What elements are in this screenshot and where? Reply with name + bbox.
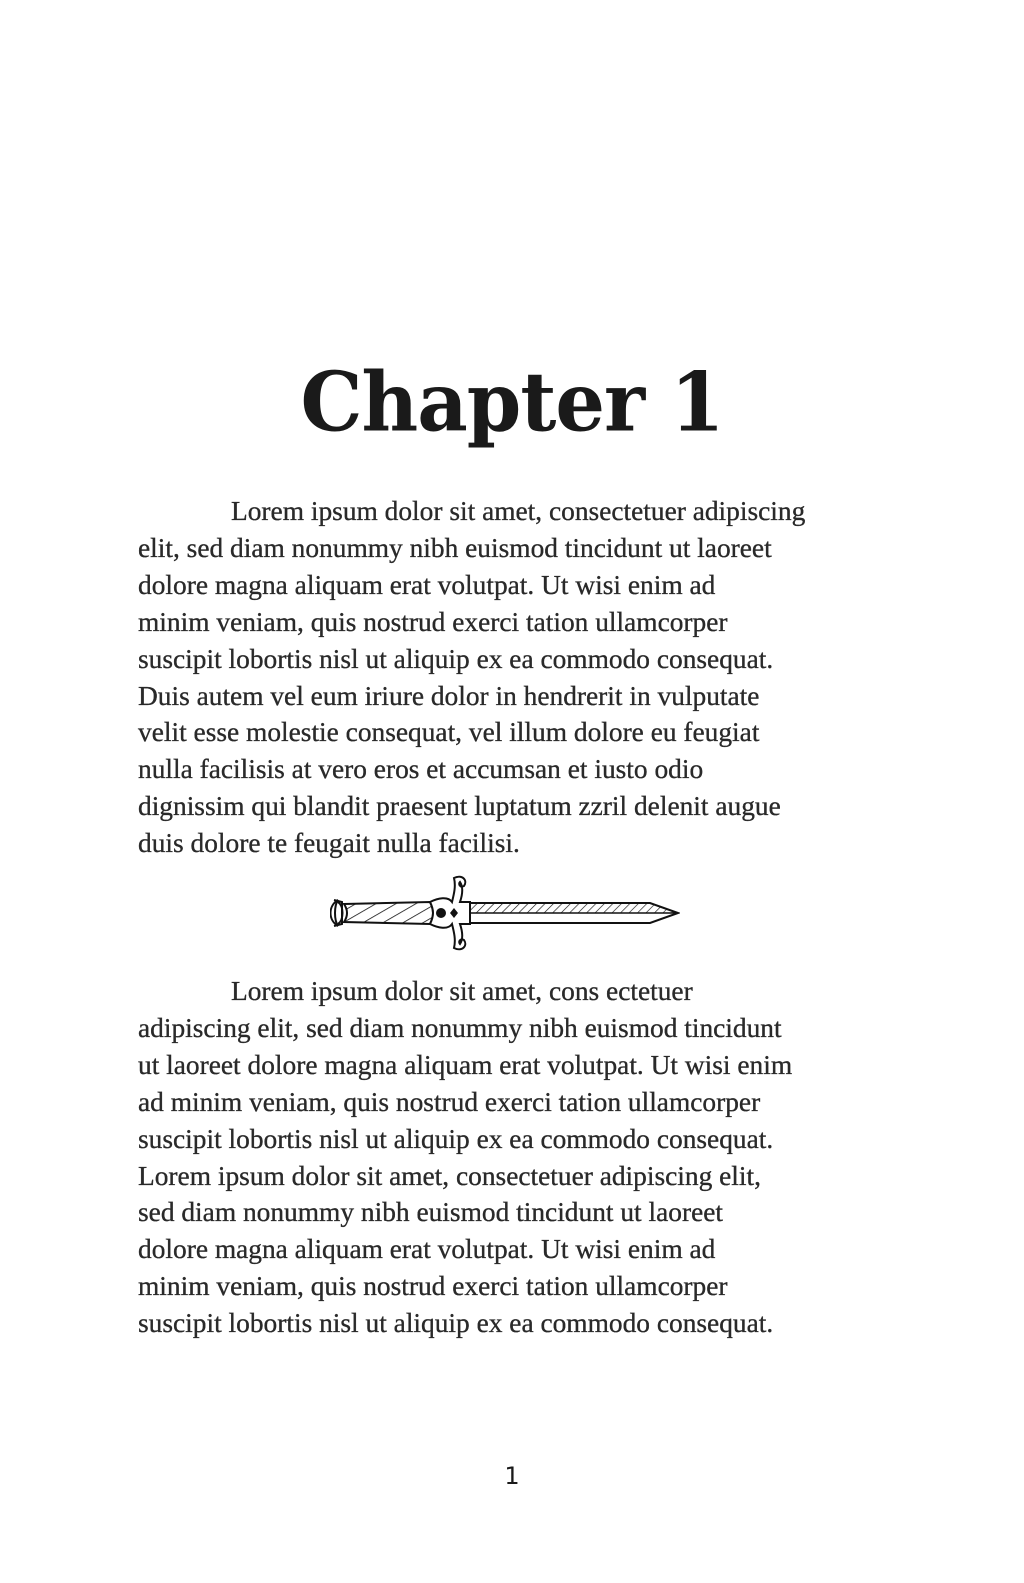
text-line: sed diam nonummy nibh euismod tincidunt ut laoreet [138, 1197, 724, 1228]
text-line: dignissim qui blandit praesent luptatum zzril delenit augue [138, 791, 781, 822]
text-line: velit esse molestie consequat, vel illum dolore eu feugiat [138, 717, 760, 748]
paragraph-2 [138, 973, 908, 1342]
text-line: suscipit lobortis nisl ut aliquip ex ea commodo consequat. [138, 1308, 774, 1339]
text-line: Lorem ipsum dolor sit amet, cons ectetuer [231, 976, 693, 1006]
text-line: ad minim veniam, quis nostrud exerci tation ullamcorper [138, 1086, 761, 1117]
text-line: Duis autem vel eum iriure dolor in hendrerit in vulputate [138, 680, 760, 711]
text-line: dolore magna aliquam erat volutpat. Ut wisi enim ad [138, 1234, 716, 1265]
page-number: 1 [504, 1462, 520, 1490]
text-line: adipiscing elit, sed diam nonummy nibh euismod tincidunt [138, 1012, 782, 1043]
chapter-title: Chapter 1 [300, 354, 724, 451]
text-line: ut laoreet dolore magna aliquam erat volutpat. Ut wisi enim [138, 1049, 793, 1080]
dagger-icon [330, 872, 680, 954]
text-line: suscipit lobortis nisl ut aliquip ex ea commodo consequat. [138, 643, 774, 674]
text-line: duis dolore te feugait nulla facilisi. [138, 828, 520, 859]
text-line: minim veniam, quis nostrud exerci tation ullamcorper [138, 606, 728, 637]
text-line: minim veniam, quis nostrud exerci tation ullamcorper [138, 1271, 728, 1302]
text-line: suscipit lobortis nisl ut aliquip ex ea commodo consequat. [138, 1123, 774, 1154]
text-line: Lorem ipsum dolor sit amet, consectetuer adipiscing [231, 496, 806, 526]
text-line: dolore magna aliquam erat volutpat. Ut wisi enim ad [138, 569, 716, 600]
text-line: nulla facilisis at vero eros et accumsan et iusto odio [138, 754, 704, 785]
paragraph-1 [138, 493, 908, 862]
text-line: elit, sed diam nonummy nibh euismod tincidunt ut laoreet [138, 532, 772, 563]
text-line: Lorem ipsum dolor sit amet, consectetuer adipiscing elit, [138, 1160, 761, 1191]
